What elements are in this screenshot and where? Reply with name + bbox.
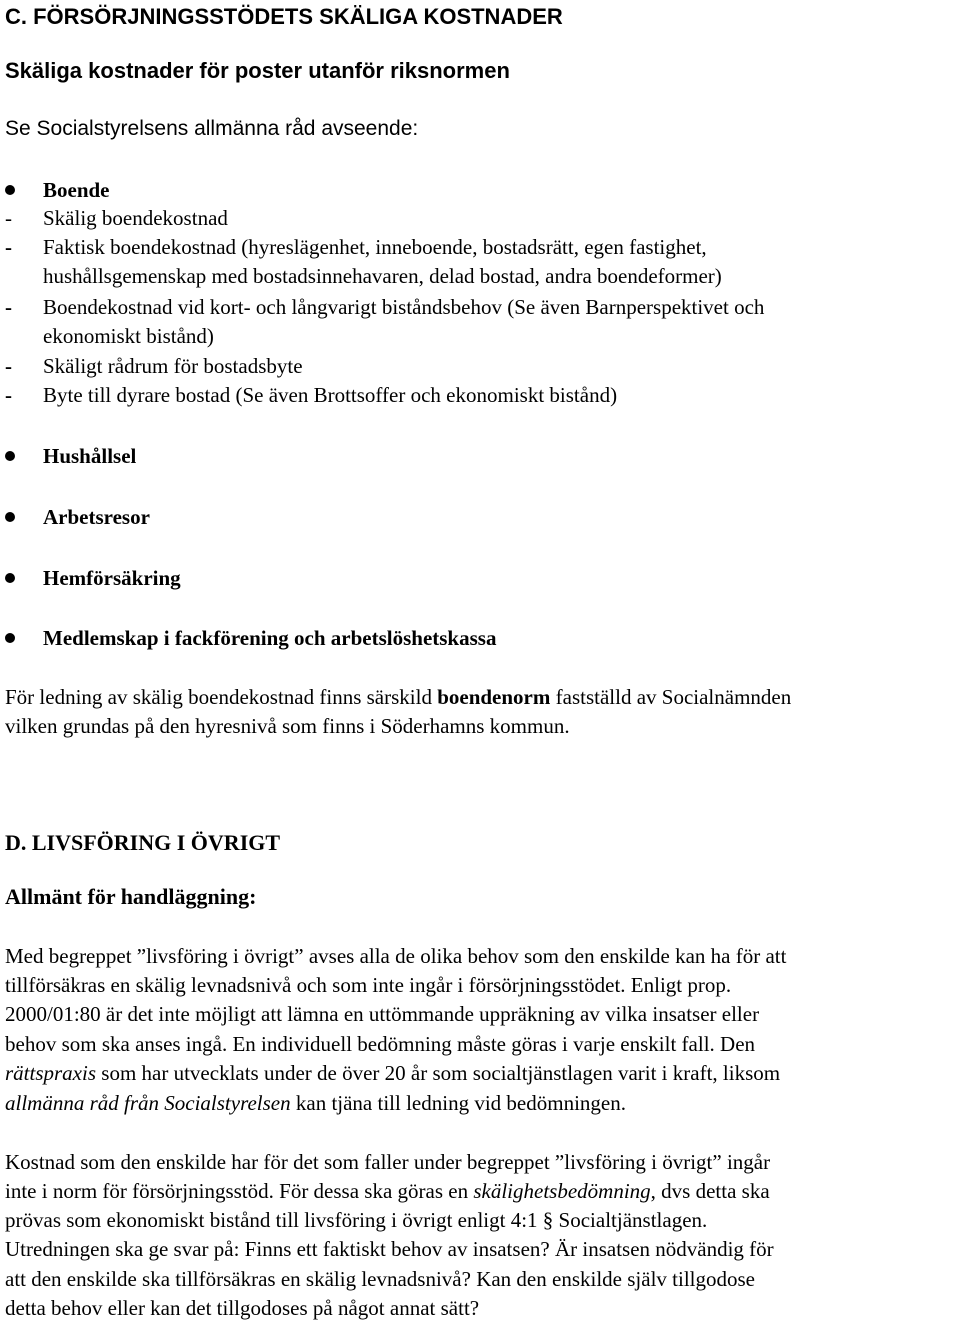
section-c-subheading: Skäliga kostnader för poster utanför riksnormen — [5, 58, 510, 83]
bullet-icon — [5, 633, 15, 643]
p2-text: , dvs detta ska — [650, 1179, 770, 1203]
italic-term: allmänna råd från Socialstyrelsen — [5, 1091, 291, 1115]
dash-marker: - — [5, 354, 12, 378]
dash-item-text: ekonomiskt bistånd) — [43, 324, 214, 348]
bullet-icon — [5, 185, 15, 195]
p2-line: att den enskilde ska tillförsäkras en skälig levnadsnivå? Kan den enskilde själv tillgodose — [5, 1267, 755, 1291]
section-d-heading: D. LIVSFÖRING I ÖVRIGT — [5, 830, 281, 855]
dash-marker: - — [5, 295, 12, 319]
dash-marker: - — [5, 206, 12, 230]
p2-line — [5, 1177, 770, 1205]
p2-line: Utredningen ska ge svar på: Finns ett faktiskt behov av insatsen? Är insatsen nödvändig för — [5, 1237, 774, 1261]
p1-line — [5, 1059, 780, 1087]
p1-line: Med begreppet ”livsföring i övrigt” avses alla de olika behov som den enskilde kan ha för att — [5, 944, 787, 968]
dash-marker: - — [5, 235, 12, 259]
norm-bold-term: boendenorm — [437, 685, 551, 709]
p1-line: behov som ska anses ingå. En individuell bedömning måste göras i varje enskilt fall. Den — [5, 1032, 756, 1056]
section-c-intro: Se Socialstyrelsens allmänna råd avseende: — [5, 117, 419, 140]
p1-line — [5, 1089, 626, 1117]
p1-text: som har utvecklats under de över 20 år som socialtjänstlagen varit i kraft, liksom — [96, 1061, 781, 1085]
norm-text: fastställd av Socialnämnden — [550, 685, 792, 709]
norm-paragraph-line — [5, 683, 791, 711]
p2-line: detta behov eller kan det tillgodoses på något annat sätt? — [5, 1296, 480, 1320]
bullet-label: Hemförsäkring — [43, 566, 181, 590]
bullet-label: Medlemskap i fackförening och arbetslöshetskassa — [43, 626, 497, 650]
section-d-subheading: Allmänt för handläggning: — [5, 884, 257, 909]
dash-item-text: Boendekostnad vid kort- och långvarigt biståndsbehov (Se även Barnperspektivet och — [43, 295, 765, 319]
p1-line: 2000/01:80 är det inte möjligt att lämna en uttömmande uppräkning av vilka insatser eller — [5, 1002, 760, 1026]
italic-term: skälighetsbedömning — [473, 1179, 651, 1203]
bullet-icon — [5, 573, 15, 583]
bullet-icon — [5, 512, 15, 522]
p2-text: inte i norm för försörjningsstöd. För dessa ska göras en — [5, 1179, 474, 1203]
italic-term: rättspraxis — [5, 1061, 97, 1085]
dash-item-text: Skäligt rådrum för bostadsbyte — [43, 354, 303, 378]
dash-item-text: Byte till dyrare bostad (Se även Brottsoffer och ekonomiskt bistånd) — [43, 383, 618, 407]
dash-item-text: Skälig boendekostnad — [43, 206, 228, 230]
norm-paragraph-line: vilken grundas på den hyresnivå som finns i Söderhamns kommun. — [5, 714, 570, 738]
bullet-label: Arbetsresor — [43, 505, 150, 529]
norm-text: För ledning av skälig boendekostnad finns särskild — [5, 685, 438, 709]
p2-line: prövas som ekonomiskt bistånd till livsföring i övrigt enligt 4:1 § Socialtjänstlagen. — [5, 1208, 708, 1232]
p1-text: kan tjäna till ledning vid bedömningen. — [290, 1091, 626, 1115]
bullet-label: Hushållsel — [43, 444, 137, 468]
dash-item-text: Faktisk boendekostnad (hyreslägenhet, inneboende, bostadsrätt, egen fastighet, — [43, 235, 707, 259]
bullet-icon — [5, 451, 15, 461]
dash-marker: - — [5, 383, 12, 407]
section-c-heading: C. FÖRSÖRJNINGSSTÖDETS SKÄLIGA KOSTNADER — [5, 4, 563, 29]
p1-line: tillförsäkras en skälig levnadsnivå och som inte ingår i försörjningsstödet. Enligt prop. — [5, 973, 732, 997]
dash-item-text: hushållsgemenskap med bostadsinnehavaren, delad bostad, andra boendeformer) — [43, 264, 722, 288]
p2-line: Kostnad som den enskilde har för det som faller under begreppet ”livsföring i övrigt” ingår — [5, 1150, 771, 1174]
bullet-label: Boende — [43, 178, 110, 202]
